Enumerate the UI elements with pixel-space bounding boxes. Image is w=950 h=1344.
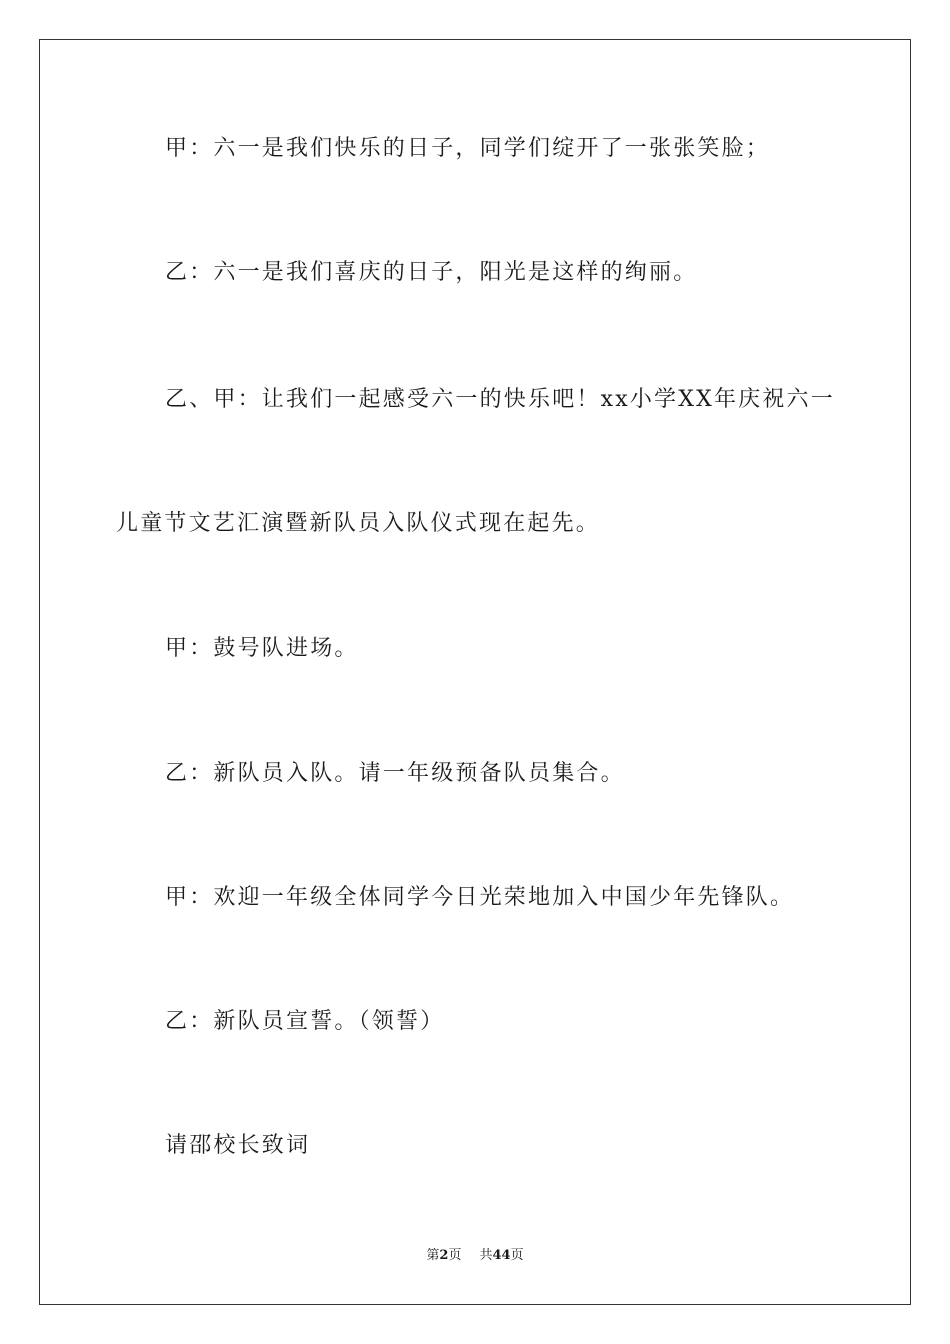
paragraph-3-continuation: 儿童节文艺汇演暨新队员入队仪式现在起先。 — [116, 511, 601, 536]
total-label-suffix: 页 — [510, 1248, 524, 1263]
page-number: 2 — [439, 1248, 449, 1263]
paragraph-6: 甲：欢迎一年级全体同学今日光荣地加入中国少年先锋队。 — [165, 885, 795, 910]
paragraph-8: 请邵校长致词 — [165, 1133, 311, 1158]
paragraph-1: 甲：六一是我们快乐的日子，同学们绽开了一张张笑脸； — [165, 136, 771, 161]
paragraph-2: 乙：六一是我们喜庆的日子，阳光是这样的绚丽。 — [165, 260, 698, 285]
paragraph-4: 甲：鼓号队进场。 — [165, 636, 359, 661]
total-pages: 44 — [492, 1248, 511, 1263]
paragraph-3: 乙、甲：让我们一起感受六一的快乐吧！xx小学XX年庆祝六一 — [165, 387, 835, 412]
page-label-suffix: 页 — [448, 1248, 462, 1263]
total-label-prefix: 共 — [479, 1248, 493, 1263]
page-label-prefix: 第 — [426, 1248, 440, 1263]
page-border — [39, 39, 911, 1305]
paragraph-7: 乙：新队员宣誓。（领誓） — [165, 1009, 445, 1034]
paragraph-5: 乙：新队员入队。请一年级预备队员集合。 — [165, 761, 625, 786]
page-footer — [0, 1247, 950, 1265]
